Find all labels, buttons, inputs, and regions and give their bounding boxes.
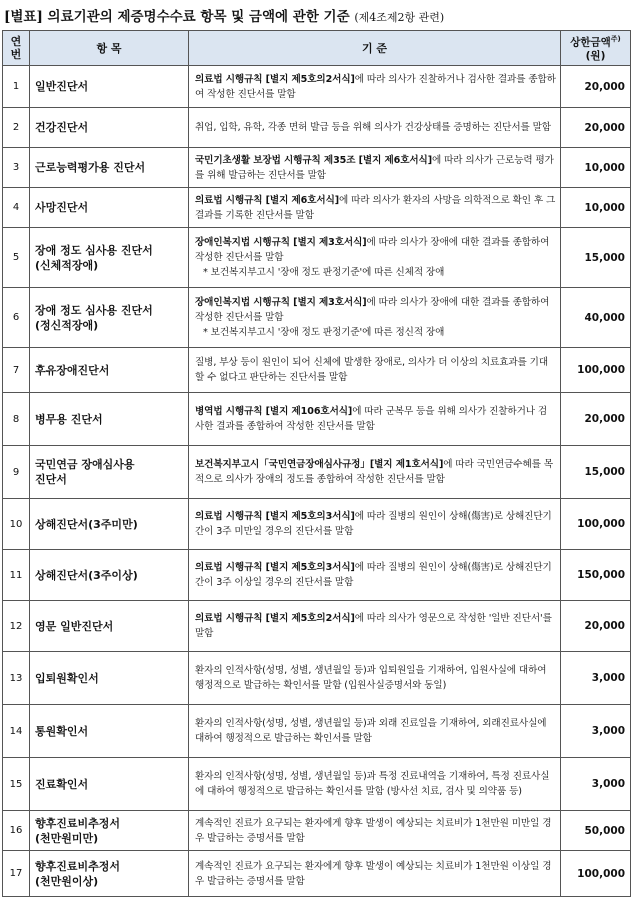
row-criteria [189,652,561,705]
row-item-detail: (정신적장애) [35,318,99,332]
criteria-text: 환자의 인적사항(성명, 성별, 생년월일 등)과 입퇴원일을 기재하여, 입원사실에 대하여 행정적으로 발급하는 확인서를 말함 (입원사실증명서와 동일) [195,665,547,691]
row-criteria [189,288,561,348]
row-criteria [189,188,561,228]
criteria-text: 에 따라 국민연금수혜를 목적으로 의사가 장애의 정도를 종합하여 작성한 진단서를 말함 [195,459,553,485]
row-max-amount: 100,000 [561,851,631,897]
row-item: 상해진단서(3주미만) [30,499,189,550]
row-number: 13 [3,652,30,705]
criteria-law-reference: 국민기초생활 보장법 시행규칙 제35조 [별지 제6호서식] [195,154,433,166]
row-criteria [189,148,561,188]
table-row [3,393,631,446]
criteria-law-reference: 보건복지부고시「국민연금장애심사규정」[별지 제1호서식] [195,459,444,470]
criteria-text: 계속적인 진료가 요구되는 환자에게 향후 발생이 예상되는 치료비가 1천만원 미만일 경우 발급하는 증명서를 말함 [195,817,552,844]
row-max-amount: 20,000 [561,393,631,446]
table-row [3,499,631,550]
row-max-amount: 15,000 [561,446,631,499]
row-item: 사망진단서 [30,188,189,228]
row-max-amount: 10,000 [561,188,631,228]
criteria-law-reference: 장애인복지법 시행규칙 [별지 제3호서식] [195,237,367,248]
criteria-text: 에 따라 의사가 진찰하거나 검사한 결과를 종합하여 작성한 진단서를 말함 [195,73,556,100]
row-criteria [189,811,561,851]
table-row [3,652,631,705]
row-criteria [189,705,561,758]
row-max-amount: 100,000 [561,499,631,550]
row-max-amount: 3,000 [561,758,631,811]
table-row [3,550,631,601]
row-max-amount: 20,000 [561,601,631,652]
title-subtitle: (제4조제2항 관련) [354,11,445,24]
row-item-detail: (신체적장애) [35,258,99,272]
criteria-text: 에 따라 질병의 원인이 상해(傷害)로 상해진단기간이 3주 이상일 경우의 진단서를 말함 [195,562,552,588]
criteria-law-reference: 병역법 시행규칙 [별지 제106호서식] [195,406,353,417]
table-row [3,288,631,348]
row-number: 5 [3,228,30,288]
criteria-law-reference: 의료법 시행규칙 [별지 제5호의3서식] [195,562,355,573]
row-item: 영문 일반진단서 [30,601,189,652]
row-max-amount: 3,000 [561,705,631,758]
row-max-amount: 40,000 [561,288,631,348]
row-max-amount: 3,000 [561,652,631,705]
row-number: 2 [3,108,30,148]
header-criteria: 기 준 [189,31,561,66]
row-item: 후유장애진단서 [30,348,189,393]
header-item: 항 목 [30,31,189,66]
table-row [3,228,631,288]
row-max-amount: 100,000 [561,348,631,393]
criteria-text: 에 따라 의사가 장애에 대한 결과를 종합하여 작성한 진단서를 말함 [195,237,550,263]
criteria-text: 계속적인 진료가 요구되는 환자에게 향후 발생이 예상되는 치료비가 1천만원 이상일 경우 발급하는 증명서를 말함 [195,860,552,887]
row-number: 3 [3,148,30,188]
document-title [0,0,632,30]
table-header-row [3,31,631,66]
row-number: 9 [3,446,30,499]
row-criteria [189,601,561,652]
row-item: 진료확인서 [30,758,189,811]
row-criteria [189,550,561,601]
criteria-note: * 보건복지부고시 '장애 정도 판정기준'에 따른 정신적 장애 [203,327,445,338]
table-row [3,348,631,393]
criteria-text: 에 따라 의사가 장애에 대한 결과를 종합하여 작성한 진단서를 말함 [195,297,550,323]
row-number: 16 [3,811,30,851]
table-row [3,758,631,811]
criteria-law-reference: 의료법 시행규칙 [별지 제6호서식] [195,194,340,206]
table-row [3,108,631,148]
row-item: 국민연금 장애심사용 진단서 [30,446,189,499]
criteria-text: 에 따라 의사가 환자의 사망을 의학적으로 확인 후 그 결과를 기록한 진단서를 말함 [195,194,556,221]
table-row [3,811,631,851]
row-number: 4 [3,188,30,228]
criteria-text: 에 따라 질병의 원인이 상해(傷害)로 상해진단기간이 3주 미만일 경우의 진단서를 말함 [195,511,552,537]
row-item: 상해진단서(3주이상) [30,550,189,601]
criteria-text: 에 따라 의사가 근로능력 평가를 위해 발급하는 진단서를 말함 [195,154,554,181]
criteria-law-reference: 의료법 시행규칙 [별지 제5호의3서식] [195,511,355,522]
table-row [3,66,631,108]
criteria-text: 에 따라 군복무 등을 위해 의사가 진찰하거나 검사한 결과를 종합하여 작성한 진단서를 말함 [195,406,548,432]
criteria-text: 질병, 부상 등이 원인이 되어 신체에 발생한 장애로, 의사가 더 이상의 치료효과를 기대할 수 없다고 판단하는 진단서를 말함 [195,357,548,383]
row-item: 향후진료비추정서 (천만원미만) [30,811,189,851]
row-criteria [189,499,561,550]
table-row [3,446,631,499]
criteria-law-reference: 의료법 시행규칙 [별지 제5호의2서식] [195,73,355,85]
criteria-text: 환자의 인적사항(성명, 성별, 생년월일 등)과 외래 진료일을 기재하여, 외래진료사실에 대하여 행정적으로 발급하는 확인서를 말함 [195,718,547,744]
row-item: 입퇴원확인서 [30,652,189,705]
row-item-detail: (천만원이상) [35,874,99,888]
row-item: 건강진단서 [30,108,189,148]
row-criteria [189,446,561,499]
row-criteria [189,393,561,446]
row-number: 6 [3,288,30,348]
row-item: 근로능력평가용 진단서 [30,148,189,188]
table-row [3,851,631,897]
row-criteria [189,228,561,288]
criteria-law-reference: 장애인복지법 시행규칙 [별지 제3호서식] [195,297,367,308]
table-row [3,601,631,652]
row-item: 장애 정도 심사용 진단서 (정신적장애) [30,288,189,348]
fee-table [2,30,631,897]
header-serial-no: 연 번 [3,31,30,66]
row-max-amount: 10,000 [561,148,631,188]
title-main: [별표] 의료기관의 제증명수수료 항목 및 금액에 관한 기준 [4,9,350,25]
row-criteria [189,851,561,897]
criteria-text: 에 따라 의사가 영문으로 작성한 '일반 진단서'를 말함 [195,613,552,639]
row-criteria [189,108,561,148]
row-max-amount: 15,000 [561,228,631,288]
row-number: 10 [3,499,30,550]
row-item: 통원확인서 [30,705,189,758]
row-number: 11 [3,550,30,601]
criteria-text: 취업, 입학, 유학, 각종 면허 발급 등을 위해 의사가 건강상태를 증명하는 진단서를 말함 [195,122,551,133]
criteria-text: 환자의 인적사항(성명, 성별, 생년월일 등)과 특정 진료내역을 기재하여, 특정 진료사실에 대하여 행정적으로 발급하는 확인서를 말함 (방사선 치료, 검사 및 의약품 등) [195,771,550,797]
row-number: 17 [3,851,30,897]
row-number: 15 [3,758,30,811]
criteria-note: * 보건복지부고시 '장애 정도 판정기준'에 따른 신체적 장애 [203,267,445,278]
row-item-detail: (천만원미만) [35,831,99,845]
table-row [3,188,631,228]
row-item: 향후진료비추정서 (천만원이상) [30,851,189,897]
table-row [3,705,631,758]
row-number: 1 [3,66,30,108]
row-item-detail: 진단서 [35,473,67,486]
header-max-amount: 상한금액$^{주)}$ (원) [561,31,631,66]
row-item: 병무용 진단서 [30,393,189,446]
row-number: 8 [3,393,30,446]
row-max-amount: 20,000 [561,66,631,108]
row-number: 7 [3,348,30,393]
row-number: 12 [3,601,30,652]
row-criteria [189,348,561,393]
table-row [3,148,631,188]
row-number: 14 [3,705,30,758]
row-item: 일반진단서 [30,66,189,108]
row-max-amount: 50,000 [561,811,631,851]
row-max-amount: 150,000 [561,550,631,601]
row-criteria [189,758,561,811]
row-item: 장애 정도 심사용 진단서 (신체적장애) [30,228,189,288]
row-max-amount: 20,000 [561,108,631,148]
criteria-law-reference: 의료법 시행규칙 [별지 제5호의2서식] [195,613,355,624]
row-criteria [189,66,561,108]
